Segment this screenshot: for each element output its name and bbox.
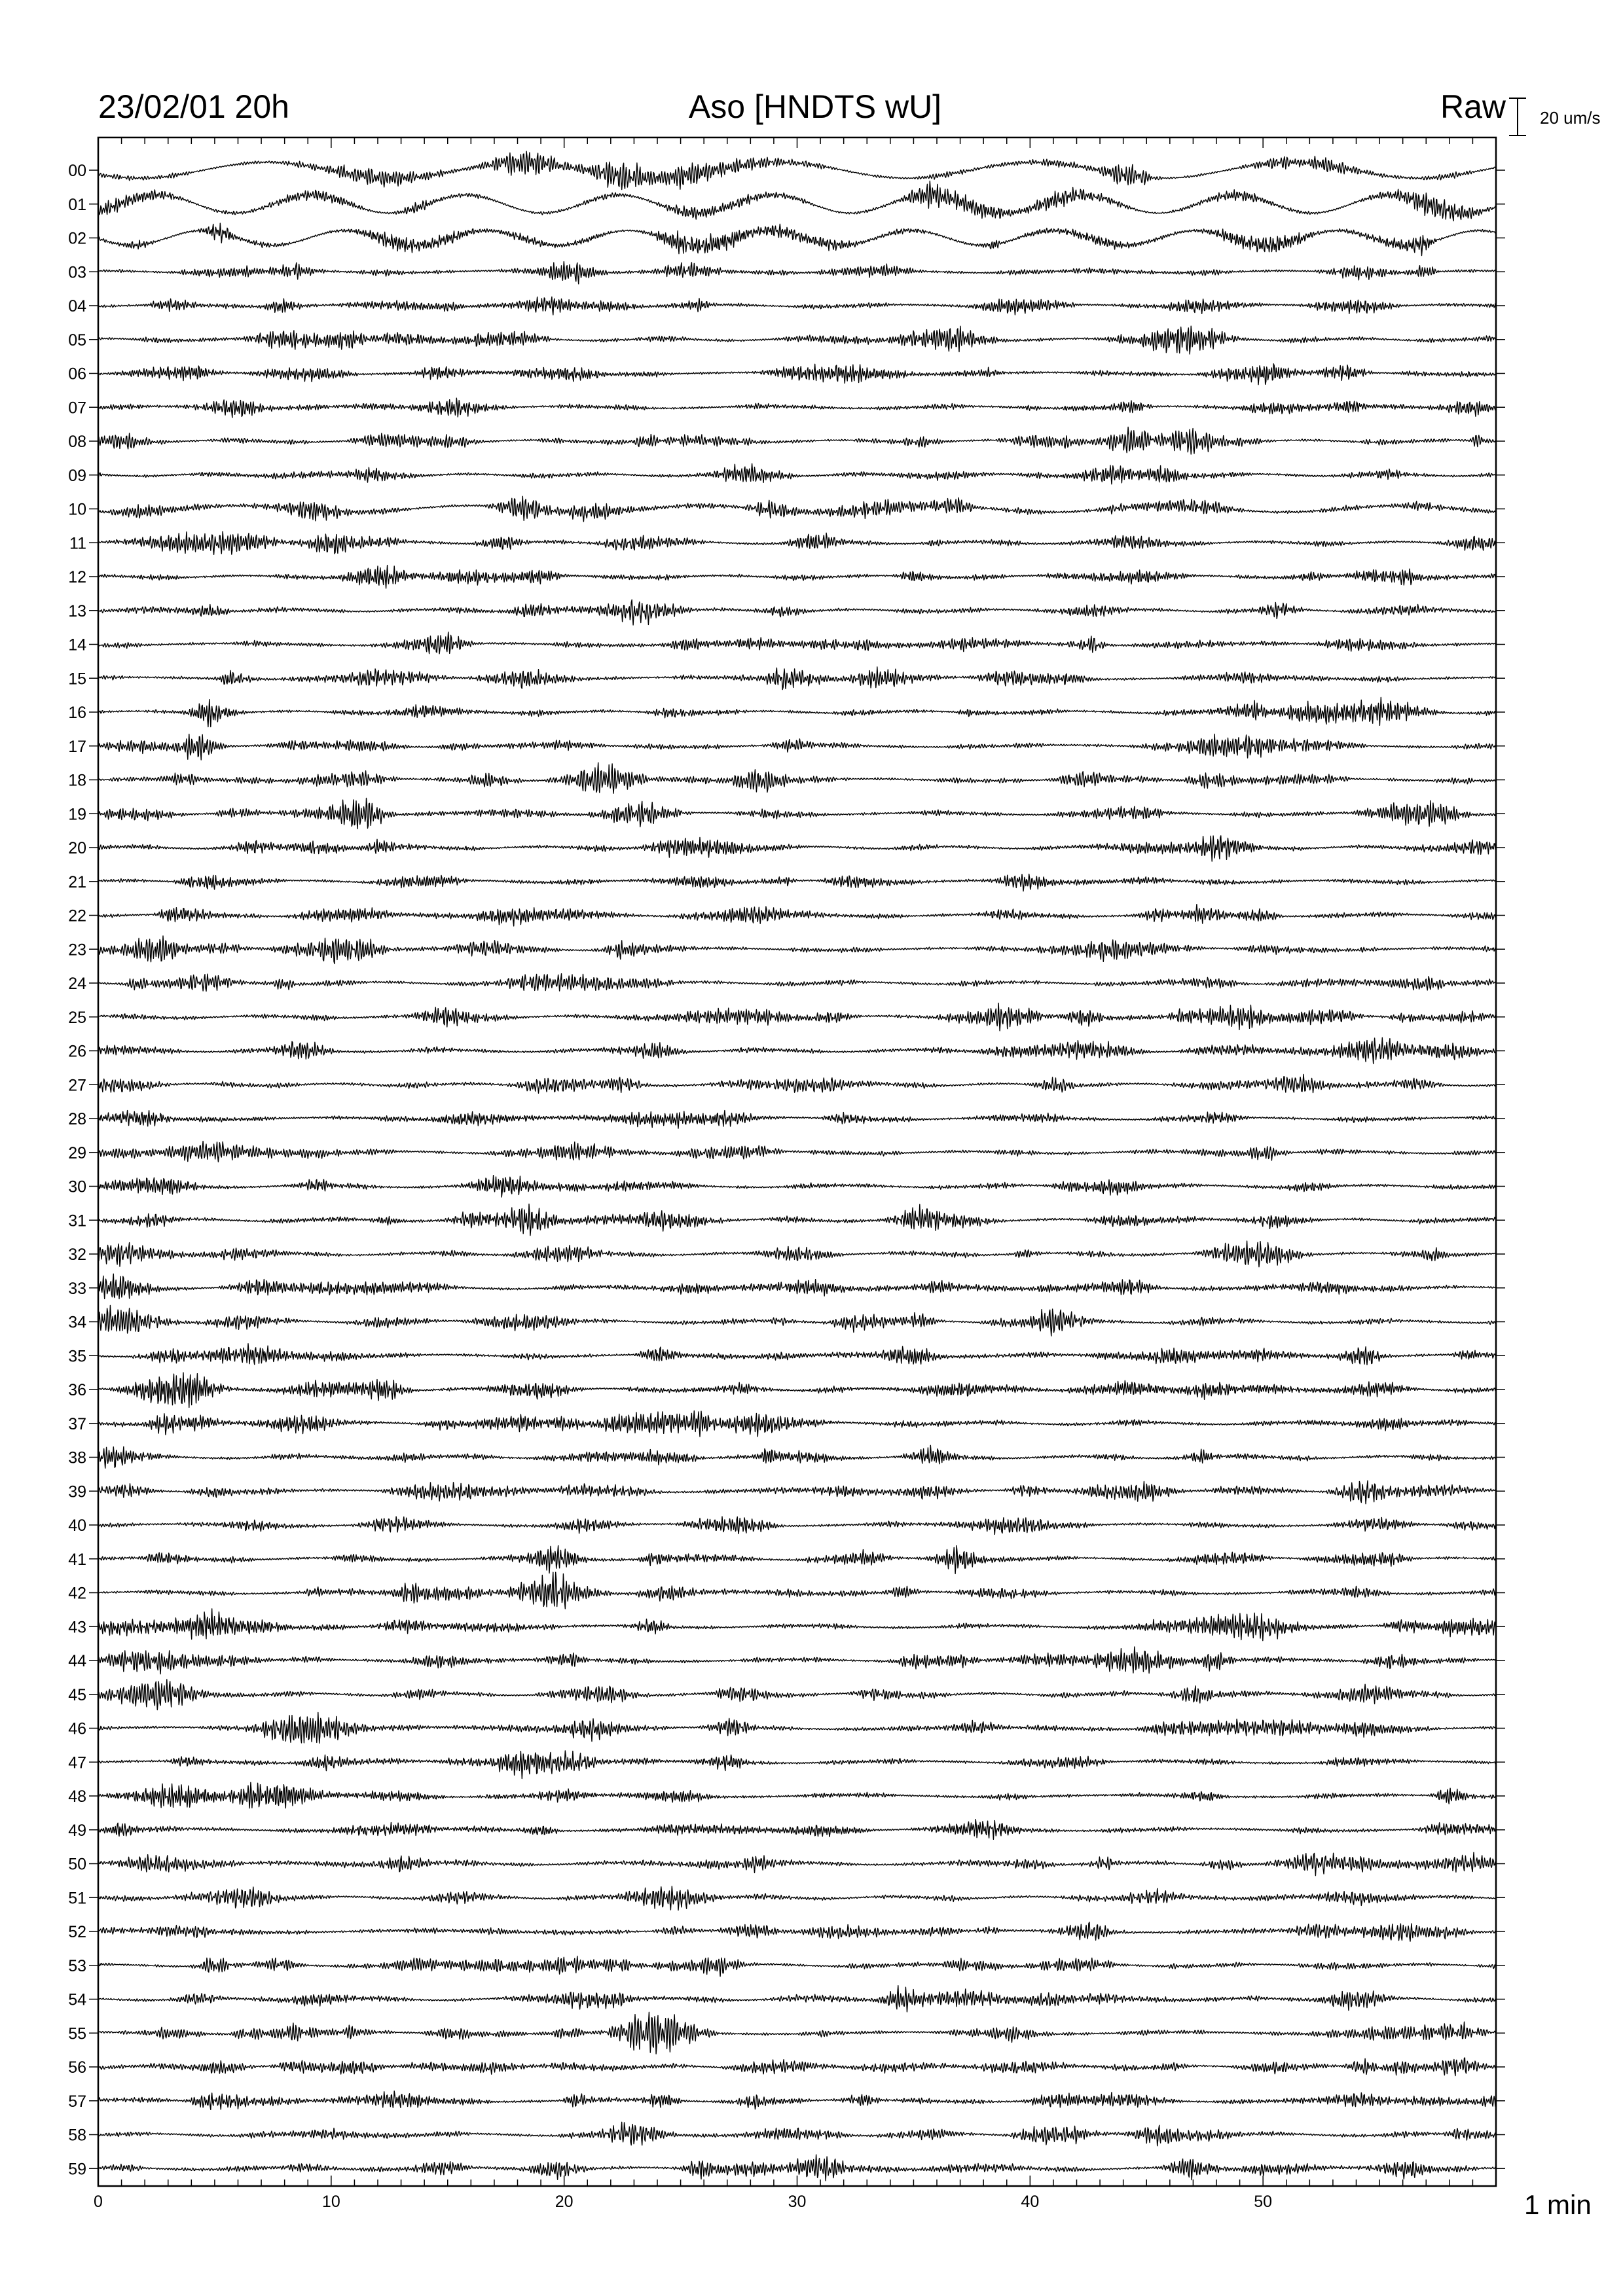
row-label: 51 bbox=[68, 1889, 86, 1908]
trace-line bbox=[98, 2012, 1496, 2054]
trace-line bbox=[98, 1445, 1496, 1468]
scale-bar-icon bbox=[1509, 98, 1526, 135]
row-label: 09 bbox=[68, 466, 86, 485]
row-label: 52 bbox=[68, 1923, 86, 1941]
trace-line bbox=[98, 600, 1496, 625]
row-label: 58 bbox=[68, 2126, 86, 2145]
row-label: 44 bbox=[68, 1652, 86, 1670]
trace-line bbox=[98, 496, 1496, 522]
row-label: 30 bbox=[68, 1177, 86, 1196]
trace-line bbox=[98, 836, 1496, 861]
trace-line bbox=[98, 1572, 1496, 1609]
row-label: 25 bbox=[68, 1008, 86, 1027]
row-label: 36 bbox=[68, 1381, 86, 1399]
row-label: 59 bbox=[68, 2160, 86, 2179]
trace-line bbox=[98, 1609, 1496, 1641]
x-tick-label: 10 bbox=[321, 2193, 340, 2211]
row-label: 46 bbox=[68, 1719, 86, 1738]
row-label: 31 bbox=[68, 1211, 86, 1230]
row-label: 56 bbox=[68, 2058, 86, 2077]
trace-line bbox=[98, 1111, 1496, 1129]
trace-line bbox=[98, 1820, 1496, 1840]
row-label: 08 bbox=[68, 433, 86, 451]
trace-line bbox=[98, 1751, 1496, 1779]
trace-line bbox=[98, 531, 1496, 554]
plot-frame bbox=[98, 137, 1496, 2186]
row-label: 12 bbox=[68, 568, 86, 586]
x-tick-label: 30 bbox=[788, 2193, 807, 2211]
row-label: 50 bbox=[68, 1855, 86, 1874]
trace-line bbox=[98, 798, 1496, 829]
trace-line bbox=[98, 1274, 1496, 1299]
row-label: 53 bbox=[68, 1956, 86, 1975]
row-label: 19 bbox=[68, 805, 86, 824]
trace-line bbox=[98, 1344, 1496, 1365]
row-label: 20 bbox=[68, 839, 86, 857]
trace-line bbox=[98, 1480, 1496, 1503]
scale-label: 20 um/s bbox=[1540, 108, 1601, 128]
row-label: 40 bbox=[68, 1516, 86, 1535]
trace-line bbox=[98, 565, 1496, 588]
trace-line bbox=[98, 1782, 1496, 1808]
x-tick-label: 20 bbox=[555, 2193, 574, 2211]
row-label: 33 bbox=[68, 1279, 86, 1298]
row-label: 47 bbox=[68, 1753, 86, 1772]
minor-ticks bbox=[98, 137, 1496, 2186]
row-label: 22 bbox=[68, 906, 86, 925]
trace-line bbox=[98, 974, 1496, 992]
trace-line bbox=[98, 398, 1496, 418]
trace-line bbox=[98, 1241, 1496, 1267]
trace-line bbox=[98, 1986, 1496, 2012]
row-label: 13 bbox=[68, 601, 86, 620]
trace-line bbox=[98, 1886, 1496, 1910]
row-label: 27 bbox=[68, 1076, 86, 1095]
trace-line bbox=[98, 2091, 1496, 2110]
row-label: 16 bbox=[68, 704, 86, 722]
trace-line bbox=[98, 762, 1496, 793]
row-label: 14 bbox=[68, 636, 86, 655]
row-label: 21 bbox=[68, 872, 86, 891]
row-label: 43 bbox=[68, 1618, 86, 1637]
trace-line bbox=[98, 874, 1496, 891]
row-label: 05 bbox=[68, 331, 86, 350]
trace-line bbox=[98, 1175, 1496, 1197]
station-title: Aso [HNDTS wU] bbox=[688, 88, 942, 125]
trace-line bbox=[98, 698, 1496, 727]
x-unit-label: 1 min bbox=[1524, 2189, 1592, 2220]
row-label: 37 bbox=[68, 1414, 86, 1433]
trace-line bbox=[98, 427, 1496, 454]
trace-line bbox=[98, 734, 1496, 760]
row-label: 18 bbox=[68, 771, 86, 790]
x-axis-ticks bbox=[94, 2193, 1272, 2211]
row-label: 11 bbox=[69, 534, 86, 553]
trace-line bbox=[98, 297, 1496, 315]
row-label: 41 bbox=[68, 1550, 86, 1569]
trace-line bbox=[98, 181, 1496, 221]
row-label: 26 bbox=[68, 1042, 86, 1061]
trace-line bbox=[98, 1141, 1496, 1162]
trace-line bbox=[98, 1372, 1496, 1407]
row-label: 28 bbox=[68, 1110, 86, 1128]
row-label: 02 bbox=[68, 229, 86, 248]
x-tick-label: 40 bbox=[1021, 2193, 1040, 2211]
trace-line bbox=[98, 1306, 1496, 1336]
trace-line bbox=[98, 936, 1496, 963]
row-label: 07 bbox=[68, 399, 86, 418]
trace-line bbox=[98, 1679, 1496, 1710]
trace-line bbox=[98, 151, 1496, 189]
trace-line bbox=[98, 667, 1496, 690]
trace-line bbox=[98, 1038, 1496, 1064]
x-tick-label: 50 bbox=[1254, 2193, 1273, 2211]
trace-line bbox=[98, 1411, 1496, 1437]
row-label: 24 bbox=[68, 975, 86, 993]
trace-line bbox=[98, 262, 1496, 284]
row-label: 29 bbox=[68, 1143, 86, 1162]
trace-line bbox=[98, 1852, 1496, 1875]
row-label: 32 bbox=[68, 1246, 86, 1264]
row-label: 00 bbox=[68, 162, 86, 180]
trace-line bbox=[98, 1647, 1496, 1674]
trace-line bbox=[98, 632, 1496, 654]
trace-line bbox=[98, 464, 1496, 484]
row-label: 42 bbox=[68, 1584, 86, 1603]
row-label: 35 bbox=[68, 1347, 86, 1366]
trace-line bbox=[98, 905, 1496, 926]
row-label: 57 bbox=[68, 2092, 86, 2111]
row-label: 04 bbox=[68, 297, 86, 315]
trace-line bbox=[98, 1075, 1496, 1094]
trace-line bbox=[98, 1003, 1496, 1031]
trace-line bbox=[98, 1712, 1496, 1743]
row-label: 34 bbox=[68, 1313, 86, 1332]
row-labels bbox=[68, 162, 1505, 2178]
trace-group bbox=[98, 151, 1496, 2181]
date-hour-label: 23/02/01 20h bbox=[98, 88, 289, 125]
row-label: 54 bbox=[68, 1990, 86, 2009]
row-label: 15 bbox=[68, 670, 86, 689]
row-label: 45 bbox=[68, 1685, 86, 1704]
trace-line bbox=[98, 223, 1496, 255]
trace-line bbox=[98, 1922, 1496, 1941]
trace-line bbox=[98, 1546, 1496, 1574]
row-label: 49 bbox=[68, 1821, 86, 1840]
row-label: 17 bbox=[68, 737, 86, 756]
row-label: 10 bbox=[68, 500, 86, 519]
row-label: 23 bbox=[68, 941, 86, 960]
trace-line bbox=[98, 2122, 1496, 2145]
trace-line bbox=[98, 2058, 1496, 2076]
trace-line bbox=[98, 1516, 1496, 1534]
trace-line bbox=[98, 326, 1496, 354]
mode-label: Raw bbox=[1440, 88, 1506, 125]
trace-line bbox=[98, 1956, 1496, 1977]
row-label: 48 bbox=[68, 1787, 86, 1806]
row-label: 55 bbox=[68, 2024, 86, 2043]
trace-line bbox=[98, 364, 1496, 385]
row-label: 01 bbox=[68, 195, 86, 214]
trace-line bbox=[98, 1204, 1496, 1236]
row-label: 39 bbox=[68, 1482, 86, 1501]
x-tick-label: 0 bbox=[94, 2193, 103, 2211]
row-label: 38 bbox=[68, 1448, 86, 1467]
row-label: 06 bbox=[68, 365, 86, 384]
row-label: 03 bbox=[68, 263, 86, 282]
